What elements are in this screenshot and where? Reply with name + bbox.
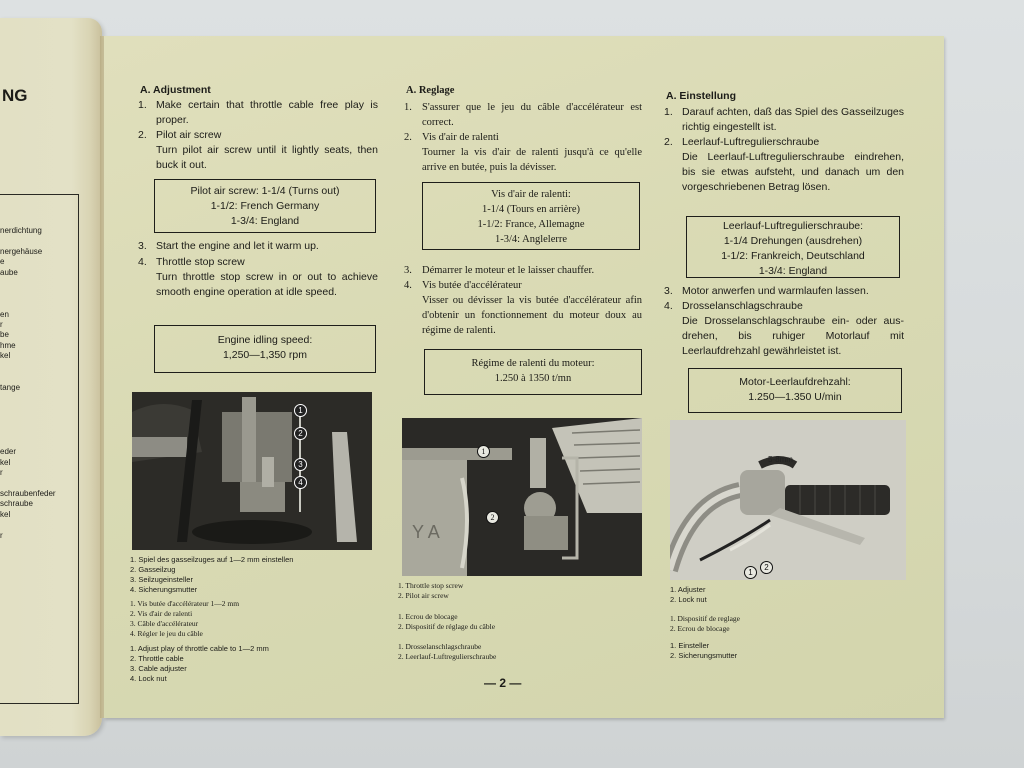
caption-item: 2. Sicherungsmutter — [670, 651, 738, 660]
spec-line: Leerlauf-Luftregulierschraube: — [722, 220, 864, 232]
step-number: 1. — [138, 99, 147, 111]
caption-item: 1. Einsteller — [670, 641, 710, 650]
step-2 — [404, 130, 642, 145]
page-number: — 2 — — [484, 676, 522, 690]
pilot-air-screw-spec-box — [686, 216, 900, 278]
step-number: 2. — [404, 132, 412, 143]
caption-item: 4. Sicherungsmutter — [130, 585, 198, 594]
caption-list-english — [130, 644, 269, 684]
step-3 — [664, 284, 904, 299]
caption-list-french — [398, 612, 495, 632]
caption-item: 1. Adjuster — [670, 585, 706, 594]
left-page-text-fragment: tange — [0, 383, 21, 392]
step-1 — [664, 105, 904, 135]
left-page-text-fragment: schraube — [0, 499, 33, 508]
caption-item: 2. Gasseilzug — [130, 565, 176, 574]
caption-item: 1. Vis butée d'accélérateur 1—2 mm — [130, 599, 240, 608]
step-text: Die Drosselanschlagschraube ein- oder aus-drehen, bis ruhiger Motorlauf mit Leerlaufdrehzahl gewährleistet ist. — [682, 315, 904, 357]
step-2 — [138, 128, 378, 143]
spec-line: 1-1/2: France, Allemagne — [477, 219, 585, 230]
left-page-text-fragment: aube — [0, 268, 18, 277]
caption-list-french — [130, 599, 239, 639]
left-page-text-fragment: nerdichtung — [0, 226, 42, 235]
caption-item: 1. Throttle stop screw — [398, 581, 464, 590]
caption-item: 1. Ecrou de blocage — [398, 612, 458, 621]
step-heading: Leerlauf-Luftregulierschraube — [682, 136, 820, 148]
step-text: S'assurer que le jeu du câble d'accélérateur est correct. — [422, 102, 642, 128]
idle-speed-spec-box — [688, 368, 902, 413]
caption-item: 2. Dispositif de réglage du câble — [398, 622, 496, 631]
step-heading: Drosselanschlagschraube — [682, 300, 803, 312]
step-4-detail — [138, 270, 378, 316]
caption-item: 3. Câble d'accélérateur — [130, 619, 199, 628]
step-heading: Throttle stop screw — [156, 256, 245, 268]
spec-line: 1-1/4 (Tours en arrière) — [481, 204, 581, 215]
spec-line: 1-3/4: England — [758, 265, 828, 277]
caption-list-german — [670, 641, 737, 661]
manual-page — [104, 36, 944, 718]
caption-item: 3. Seilzugeinsteller — [130, 575, 193, 584]
step-1 — [404, 100, 642, 130]
spec-line: Pilot air screw: 1-1/4 (Turns out) — [190, 185, 340, 197]
step-text: Démarrer le moteur et le laisser chauffer. — [422, 265, 595, 276]
left-page — [0, 18, 102, 736]
step-number: 3. — [404, 265, 412, 276]
left-page-text-fragment: eder — [0, 447, 17, 456]
step-number: 2. — [138, 129, 147, 141]
spec-line: Régime de ralenti du moteur: — [471, 358, 595, 369]
step-number: 3. — [664, 285, 673, 297]
step-number: 4. — [664, 300, 673, 312]
spec-line: Engine idling speed: — [217, 334, 313, 346]
callout-1: 1 — [477, 445, 490, 458]
caption-item: 1. Adjust play of throttle cable to 1—2 mm — [130, 644, 269, 653]
left-page-text-fragment: be — [0, 330, 9, 339]
step-2-detail — [404, 145, 642, 175]
caption-list-english — [398, 581, 463, 601]
step-3 — [138, 239, 378, 254]
caption-item: 2. Throttle cable — [130, 654, 184, 663]
callout-1: 1 — [294, 404, 307, 417]
step-heading: Pilot air screw — [156, 129, 222, 141]
left-page-text-fragment: r — [0, 468, 3, 477]
caption-item: 4. Régler le jeu du câble — [130, 629, 203, 638]
step-number: 3. — [138, 240, 147, 252]
spec-line: 1.250 à 1350 t/mn — [494, 373, 572, 384]
callout-2: 2 — [760, 561, 773, 574]
step-2-detail — [138, 143, 378, 173]
step-heading: Vis butée d'accélérateur — [422, 280, 522, 291]
step-text: Die Leerlauf-Luftregulierschraube eindrehen, bis sie etwas aufsteht, und danach um den vorgeschriebenen Betrag lösen. — [682, 151, 904, 193]
left-page-text-fragment: kel — [0, 351, 11, 360]
step-4-detail — [404, 293, 642, 339]
step-text: Tourner la vis d'air de ralenti jusqu'à ce qu'elle arrive en butée, puis la dévisser. — [422, 147, 642, 173]
spec-line: Motor-Leerlaufdrehzahl: — [739, 376, 851, 388]
caption-item: 2. Ecrou de blocage — [670, 624, 730, 633]
pilot-air-screw-spec-box — [422, 182, 640, 250]
spec-line: 1-1/2: Frankreich, Deutschland — [721, 250, 865, 262]
left-page-text-fragment: kel — [0, 510, 11, 519]
caption-list-german — [398, 642, 496, 662]
throttle-grip-photo — [670, 420, 906, 580]
step-number: 1. — [404, 102, 412, 113]
step-text: Visser ou dévisser la vis butée d'accélérateur afin d'obtenir un fonctionnement du moteur doux au régime de ralenti. — [422, 295, 642, 336]
step-3 — [404, 263, 642, 278]
caption-item: 2. Leerlauf-Luftregulierschraube — [398, 652, 497, 661]
step-4-detail — [664, 314, 904, 360]
step-text: Darauf achten, daß das Spiel des Gasseilzuges richtig eingestellt ist. — [682, 106, 904, 133]
carburetor-photo — [132, 392, 372, 550]
step-number: 1. — [664, 106, 673, 118]
left-page-text-fragment: hme — [0, 341, 16, 350]
svg-text:Y A: Y A — [412, 522, 440, 542]
clearance-label: 5-8mm — [768, 455, 793, 464]
left-page-text-fragment: en — [0, 310, 9, 319]
step-2-detail — [664, 150, 904, 210]
step-text: Start the engine and let it warm up. — [156, 240, 319, 252]
caption-list-french — [670, 614, 740, 634]
left-page-text-fragment: schraubenfeder — [0, 489, 56, 498]
step-heading: Vis d'air de ralenti — [422, 132, 499, 143]
left-page-text-fragment: nergehäuse — [0, 247, 43, 256]
caption-item: 1. Dispositif de reglage — [670, 614, 740, 623]
caption-item: 1. Drosselanschlagschraube — [398, 642, 482, 651]
spec-line: 1-1/4 Drehungen (ausdrehen) — [723, 235, 863, 247]
step-number: 4. — [404, 280, 412, 291]
left-page-text-fragment: e — [0, 257, 5, 266]
idle-speed-spec-box — [424, 349, 642, 395]
spec-line: 1.250—1.350 U/min — [748, 391, 842, 403]
caption-list-german — [130, 555, 293, 595]
callout-2: 2 — [486, 511, 499, 524]
caption-item: 3. Cable adjuster — [130, 664, 187, 673]
step-text: Turn throttle stop screw in or out to achieve smooth engine operation at idle speed. — [156, 271, 378, 298]
callout-1: 1 — [744, 566, 757, 579]
step-number: 4. — [138, 256, 147, 268]
step-4 — [404, 278, 642, 293]
caption-item: 2. Vis d'air de ralenti — [130, 609, 193, 618]
caption-list-english — [670, 585, 707, 605]
step-4 — [138, 255, 378, 270]
step-1 — [138, 98, 378, 128]
step-4 — [664, 299, 904, 314]
engine-carburetor-photo — [402, 418, 642, 576]
left-page-heading-fragment: NG — [2, 86, 28, 105]
step-2 — [664, 135, 904, 150]
caption-item: 2. Pilot air screw — [398, 591, 449, 600]
left-page-text-fragment: r — [0, 320, 3, 329]
step-number: 2. — [664, 136, 673, 148]
spec-line: 1-3/4: Anglelerre — [494, 234, 568, 245]
step-text: Make certain that throttle cable free play is proper. — [156, 99, 378, 126]
left-page-text-fragment: kel — [0, 458, 11, 467]
section-title: A. Einstellung — [666, 90, 737, 102]
spec-line: Vis d'air de ralenti: — [491, 189, 571, 200]
caption-item: 4. Lock nut — [130, 674, 167, 683]
callout-4: 4 — [294, 476, 307, 489]
step-text: Motor anwerfen und warmlaufen lassen. — [682, 285, 869, 297]
callout-2: 2 — [294, 427, 307, 440]
step-text: Turn pilot air screw until it lightly seats, then buck it out. — [156, 144, 378, 171]
left-page-text-fragment: r — [0, 531, 3, 540]
caption-item: 1. Spiel des gasseilzuges auf 1—2 mm einstellen — [130, 555, 294, 564]
section-title: A. Reglage — [406, 85, 455, 96]
callout-3: 3 — [294, 458, 307, 471]
pilot-air-screw-spec-box — [154, 179, 376, 233]
caption-item: 2. Lock nut — [670, 595, 707, 604]
spec-line: 1-3/4: England — [230, 215, 300, 227]
section-title: A. Adjustment — [140, 84, 211, 96]
idle-speed-spec-box — [154, 325, 376, 373]
spec-line: 1-1/2: French Germany — [210, 200, 320, 212]
spec-line: 1,250—1,350 rpm — [222, 349, 308, 361]
